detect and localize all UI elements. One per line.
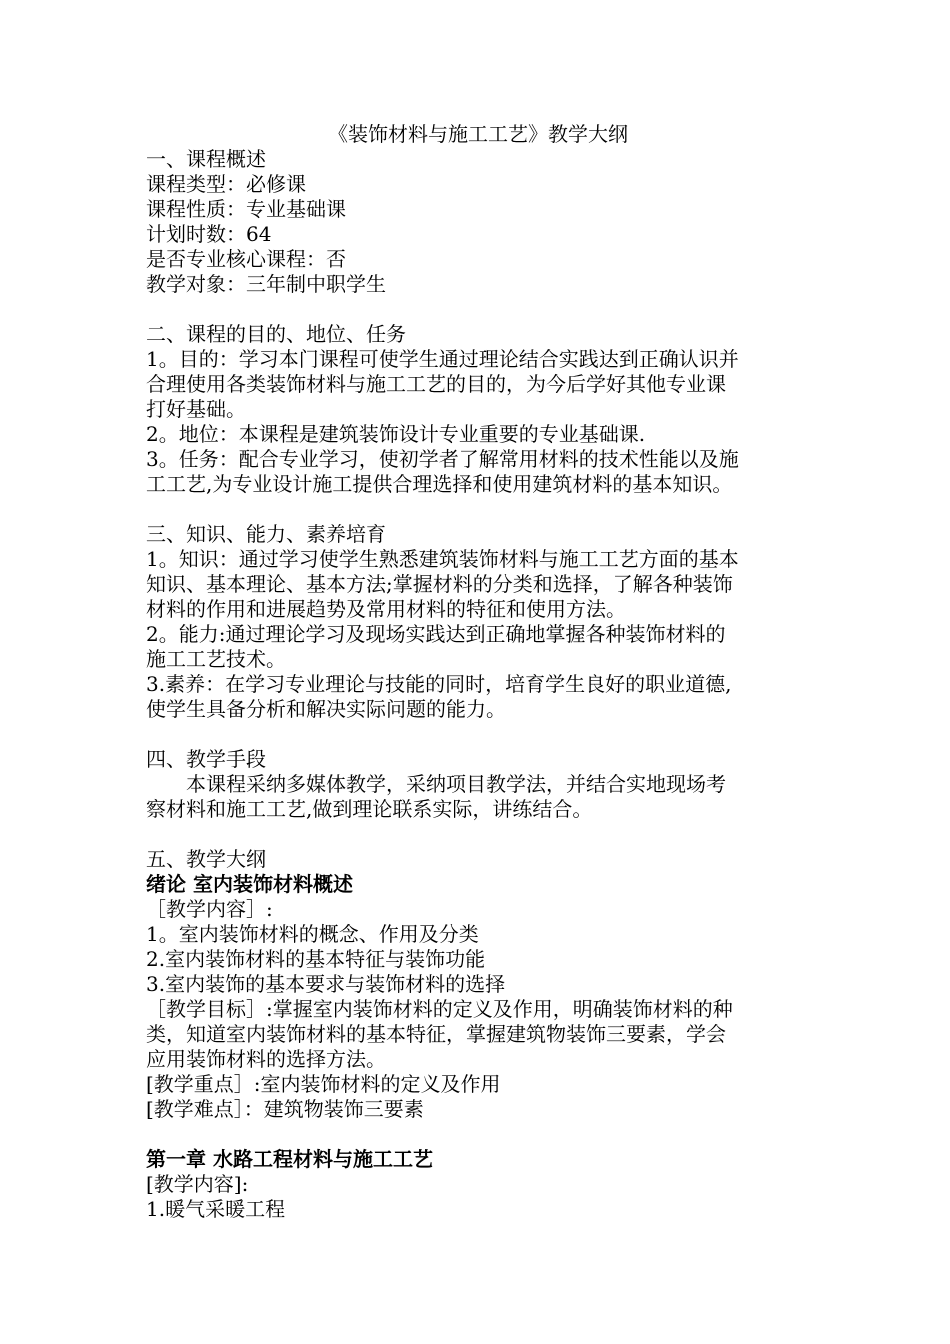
paragraph-line: 使学生具备分析和解决实际问题的能力。: [146, 697, 506, 721]
section-heading-purpose: 二、课程的目的、地位、任务: [146, 322, 406, 346]
section-heading-methods: 四、教学手段: [146, 747, 266, 771]
spacer: [146, 822, 810, 847]
spacer: [146, 722, 810, 747]
intro-chapter-title: 绪论 室内装饰材料概述: [146, 872, 353, 896]
paragraph-line: 材料的作用和进展趋势及常用材料的特征和使用方法。: [146, 597, 626, 621]
content-label: ［教学内容］:: [146, 897, 273, 921]
paragraph-line: 工工艺,为专业设计施工提供合理选择和使用建筑材料的基本知识。: [146, 472, 733, 496]
spacer: [146, 297, 810, 322]
section-heading-skills: 三、知识、能力、素养培育: [146, 522, 386, 546]
paragraph-line: 施工工艺技术。: [146, 647, 286, 671]
course-type: 课程类型：必修课: [146, 172, 306, 196]
core-course: 是否专业核心课程：否: [146, 247, 346, 271]
planned-hours: 计划时数：64: [146, 222, 272, 246]
section-heading-outline: 五、教学大纲: [146, 847, 266, 871]
content-item: 2.室内装饰材料的基本特征与装饰功能: [146, 947, 486, 971]
paragraph-line: 3。任务：配合专业学习，使初学者了解常用材料的技术性能以及施: [146, 447, 739, 471]
document-title: 《装饰材料与施工工艺》教学大纲: [328, 122, 628, 146]
paragraph-line: 察材料和施工工艺,做到理论联系实际，讲练结合。: [146, 797, 593, 821]
teaching-key-point: [教学重点］:室内装饰材料的定义及作用: [146, 1072, 501, 1096]
content-label: [教学内容]:: [146, 1172, 249, 1196]
teaching-goal: ［教学目标］:掌握室内装饰材料的定义及作用，明确装饰材料的种: [146, 997, 733, 1021]
content-item: 1。室内装饰材料的概念、作用及分类: [146, 922, 479, 946]
section-heading-overview: 一、课程概述: [146, 147, 266, 171]
paragraph-line: 1。知识：通过学习使学生熟悉建筑装饰材料与施工工艺方面的基本: [146, 547, 739, 571]
teaching-goal: 应用装饰材料的选择方法。: [146, 1047, 386, 1071]
paragraph-line: 2。能力:通过理论学习及现场实践达到正确地掌握各种装饰材料的: [146, 622, 726, 646]
paragraph-line: 本课程采纳多媒体教学，采纳项目教学法，并结合实地现场考: [186, 772, 726, 796]
paragraph-line: 3.素养：在学习专业理论与技能的同时，培育学生良好的职业道德,: [146, 672, 732, 696]
course-nature: 课程性质：专业基础课: [146, 197, 346, 221]
content-item: 3.室内装饰的基本要求与装饰材料的选择: [146, 972, 506, 996]
chapter-one-title: 第一章 水路工程材料与施工工艺: [146, 1147, 433, 1171]
paragraph-line: 2。地位：本课程是建筑装饰设计专业重要的专业基础课.: [146, 422, 646, 446]
paragraph-line: 知识、基本理论、基本方法;掌握材料的分类和选择，了解各种装饰: [146, 572, 733, 596]
target-students: 教学对象：三年制中职学生: [146, 272, 386, 296]
paragraph-line: 1。目的：学习本门课程可使学生通过理论结合实践达到正确认识并: [146, 347, 739, 371]
spacer: [146, 1122, 810, 1147]
spacer: [146, 497, 810, 522]
paragraph-line: 合理使用各类装饰材料与施工工艺的目的，为今后学好其他专业课: [146, 372, 726, 396]
teaching-goal: 类，知道室内装饰材料的基本特征，掌握建筑物装饰三要素，学会: [146, 1022, 726, 1046]
teaching-difficulty: [教学难点］：建筑物装饰三要素: [146, 1097, 424, 1121]
content-item: 1.暖气采暖工程: [146, 1197, 286, 1221]
document-page: [146, 122, 810, 1222]
paragraph-line: 打好基础。: [146, 397, 246, 421]
